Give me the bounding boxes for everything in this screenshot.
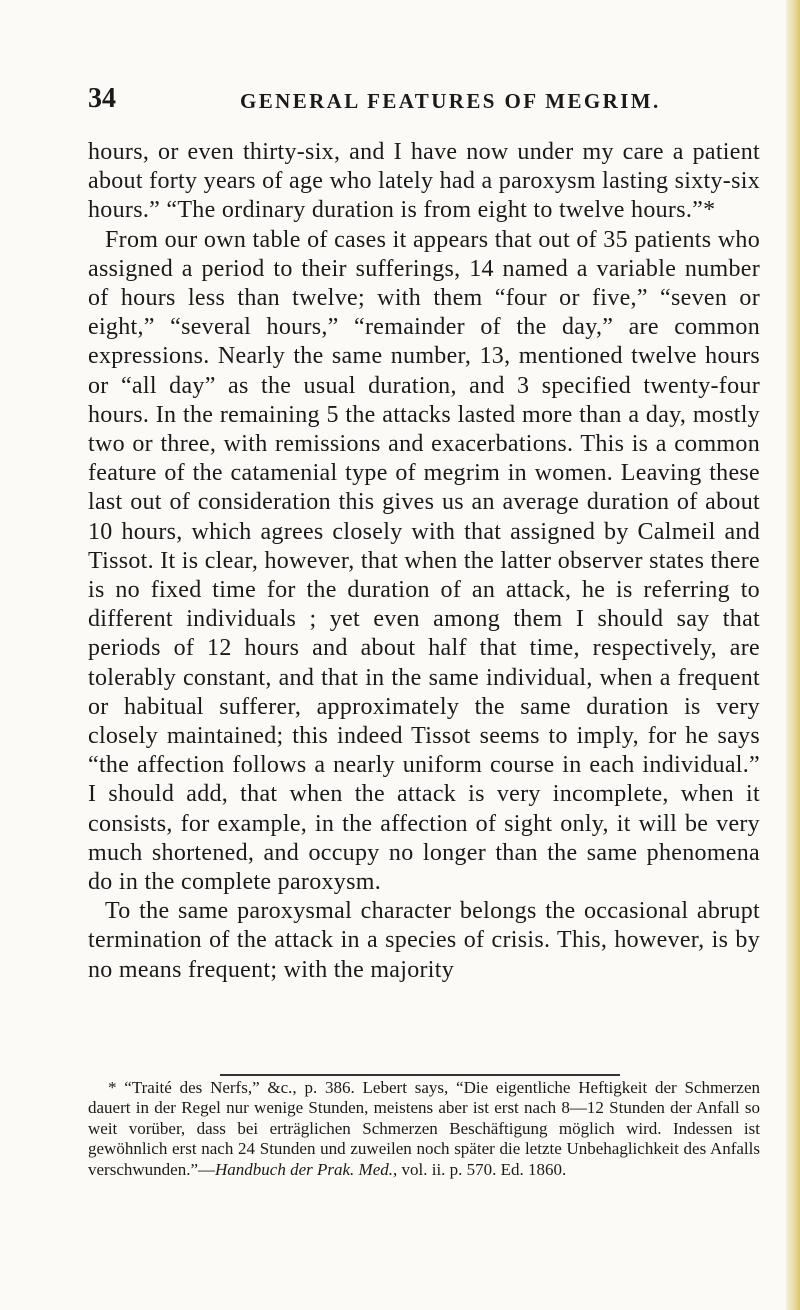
body-text <box>88 138 760 985</box>
page-number: 34 <box>88 83 116 114</box>
footnote-text-end: , vol. ii. p. 570. Ed. 1860. <box>393 1159 567 1179</box>
running-head: GENERAL FEATURES OF MEGRIM. <box>240 89 661 113</box>
footnote <box>88 1078 760 1180</box>
page-header <box>88 82 760 116</box>
paragraph-1: hours, or even thirty-six, and I have now under my care a patient about forty years of age who lately had a paroxysm lasting sixty-six hours.” “The ordinary duration is from eight to twelve hours.”* <box>88 139 760 224</box>
footnote-source: Handbuch der Prak. Med. <box>215 1159 393 1179</box>
page-edge <box>786 0 800 1310</box>
footnote-text: * “Traité des Nerfs,” &c., p. 386. Lebert says, “Die eigentliche Heftigkeit der Schmerzen dauert in der Regel nur wenige Stunden, meistens aber ist erst nach 8—12 Stunden der Anfall so weit vorüber, dass bei erträglichen Schmerzen Beschäftigung möglich wird. Indessen ist gewöhnlich erst nach 24 Stunden und zuweilen noch später die letzte Unbehaglichkeit des Anfalls verschwunden.”— <box>88 1078 760 1179</box>
paragraph-2: From our own table of cases it appears that out of 35 patients who assigned a period to their sufferings, 14 named a variable number of hours less than twelve; with them “four or five,” “seven or eight,” “several hours,” “remainder of the day,” are common expressions. Nearly the same number, 13, mentioned twelve hours or “all day” as the usual duration, and 3 specified twenty-four hours. In the remaining 5 the attacks lasted more than a day, mostly two or three, with remissions and exacerbations. This is a common feature of the catamenial type of megrim in women. Leaving these last out of consideration this gives us an average duration of about 10 hours, which agrees closely with that assigned by Calmeil and Tissot. It is clear, however, that when the latter observer states there is no fixed time for the duration of an attack, he is referring to different individuals ; yet even among them I should say that periods of 12 hours and about half that time, respectively, are tolerably constant, and that in the same individual, when a frequent or habitual sufferer, approximately the same duration is very closely maintained; this indeed Tissot seems to imply, for he says “the affection follows a nearly uniform course in each individual.” I should add, that when the attack is very incomplete, when it consists, for example, in the affection of sight only, it will be very much shortened, and occupy no longer than the same phenomena do in the complete paroxysm. <box>88 226 760 896</box>
footnote-rule <box>220 1074 620 1076</box>
paragraph-3: To the same paroxysmal character belongs the occasional abrupt termination of the attack in a species of crisis. This, however, is by no means frequent; with the majority <box>88 898 760 983</box>
